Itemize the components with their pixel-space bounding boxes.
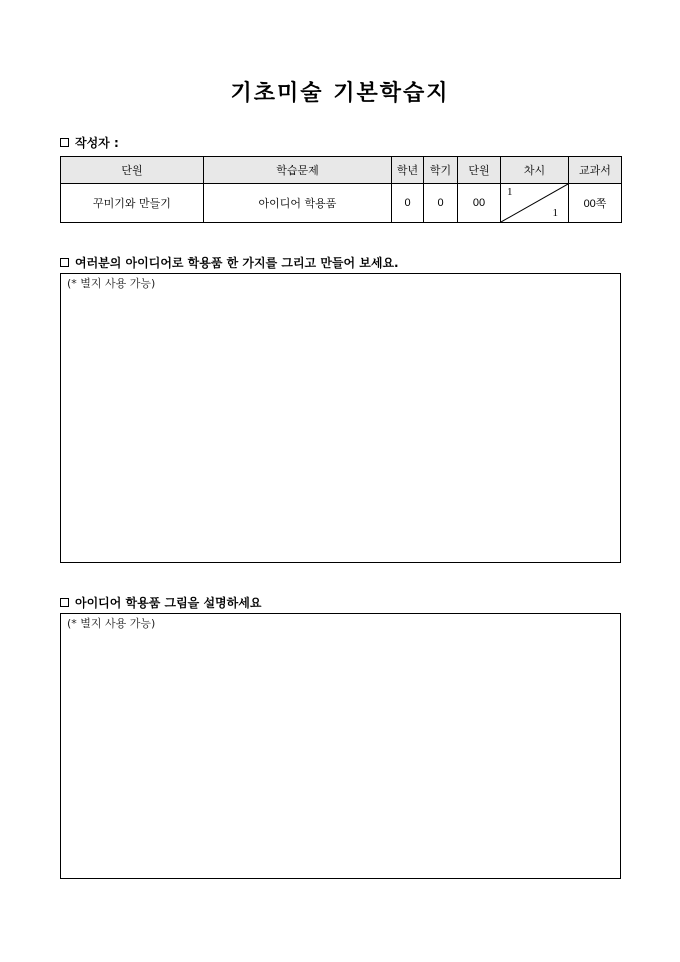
- drawing-area-note: (* 별지 사용 가능): [67, 277, 156, 290]
- session-current: 1: [507, 186, 513, 198]
- header-unit-no: 단원: [458, 157, 501, 184]
- info-table: [60, 156, 622, 223]
- cell-semester: 0: [424, 184, 458, 223]
- session-total: 1: [552, 207, 558, 219]
- table-row: [61, 184, 622, 223]
- header-session: 차시: [501, 157, 569, 184]
- checkbox-icon: [60, 138, 69, 147]
- cell-problem: 아이디어 학용품: [204, 184, 392, 223]
- description-area[interactable]: [60, 613, 621, 879]
- cell-textbook: 00쪽: [569, 184, 622, 223]
- section1-heading: [60, 254, 399, 271]
- header-textbook: 교과서: [569, 157, 622, 184]
- description-area-note: (* 별지 사용 가능): [67, 617, 156, 630]
- section2-heading: [60, 594, 261, 611]
- header-problem: 학습문제: [204, 157, 392, 184]
- checkbox-icon: [60, 598, 69, 607]
- header-grade: 학년: [392, 157, 424, 184]
- cell-session: [501, 184, 569, 223]
- checkbox-icon: [60, 258, 69, 267]
- header-semester: 학기: [424, 157, 458, 184]
- author-label: 작성자 :: [75, 136, 119, 150]
- author-section: [60, 134, 119, 151]
- section2-heading-text: 아이디어 학용품 그림을 설명하세요: [75, 596, 262, 610]
- cell-unit-no: 00: [458, 184, 501, 223]
- table-header-row: [61, 157, 622, 184]
- cell-unit: 꾸미기와 만들기: [61, 184, 204, 223]
- header-unit: 단원: [61, 157, 204, 184]
- page-title: 기초미술 기본학습지: [230, 80, 450, 106]
- cell-grade: 0: [392, 184, 424, 223]
- drawing-area[interactable]: [60, 273, 621, 563]
- section1-heading-text: 여러분의 아이디어로 학용품 한 가지를 그리고 만들어 보세요.: [75, 256, 399, 270]
